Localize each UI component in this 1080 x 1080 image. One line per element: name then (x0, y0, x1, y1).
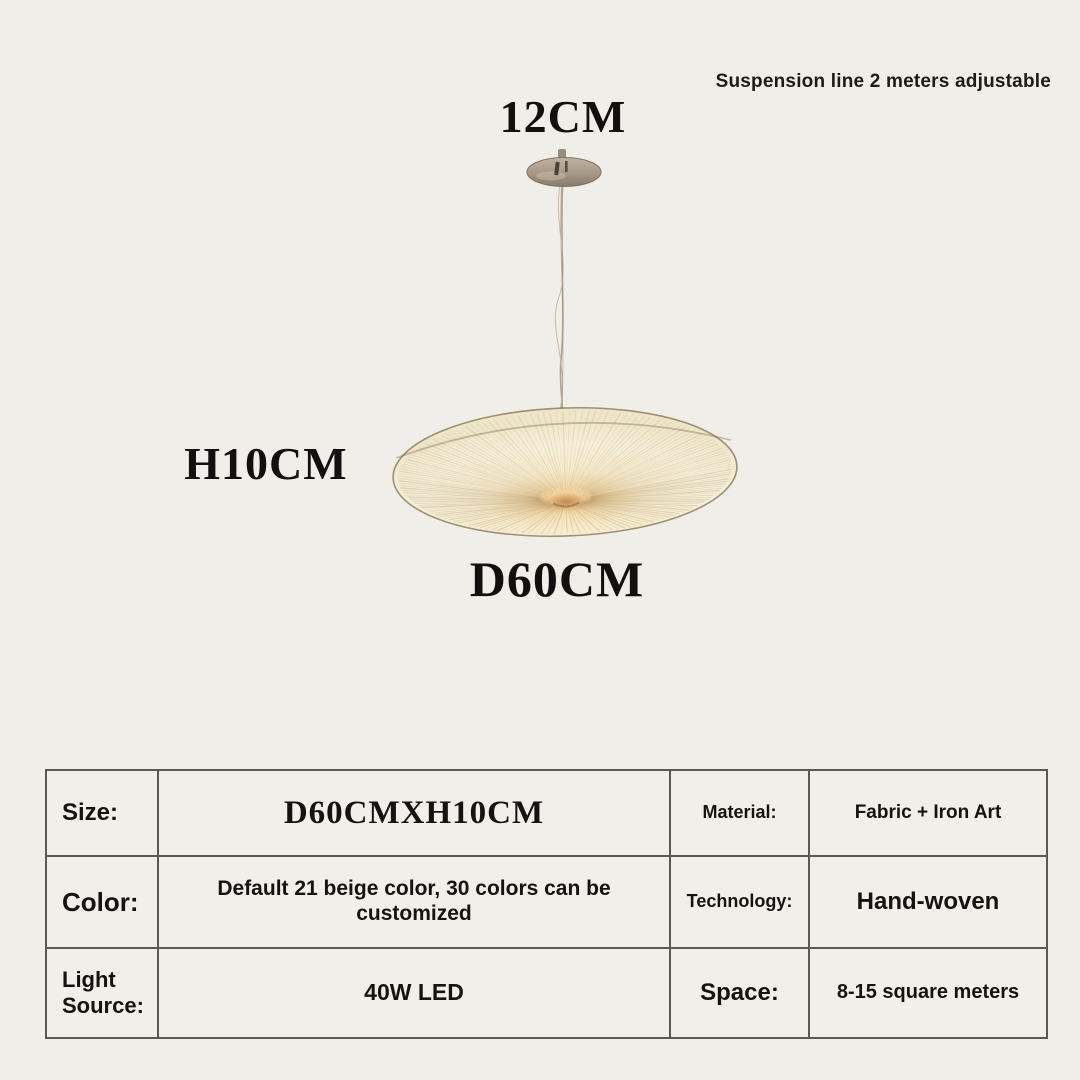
spec-value-space: 8-15 square meters (836, 981, 1020, 1004)
spec-value-material: Fabric + Iron Art (810, 771, 1046, 857)
spec-label-technology: Technology: (671, 857, 810, 949)
spec-value-size: D60CMXH10CM (159, 771, 671, 857)
spec-table (45, 769, 1048, 1039)
spec-value-color: Default 21 beige color, 30 colors can be customized (159, 857, 671, 949)
spec-label-light-source: Light Source: (47, 949, 159, 1037)
dimension-label-shade-height: H10CM (184, 438, 348, 489)
suspension-cord (555, 184, 563, 412)
spec-value-light-source: 40W LED (159, 949, 671, 1037)
spec-label-material: Material: (671, 771, 810, 857)
spec-label-space: Space: (671, 949, 810, 1037)
ceiling-canopy (527, 149, 601, 187)
spec-label-color: Color: (47, 857, 159, 949)
spec-label-size: Size: (47, 771, 159, 857)
spec-value-technology: Hand-woven (810, 857, 1046, 949)
suspension-note: Suspension line 2 meters adjustable (715, 71, 1051, 92)
fabric-shade (391, 402, 739, 542)
dimension-label-canopy-diameter: 12CM (499, 91, 627, 142)
dimension-label-shade-diameter: D60CM (469, 551, 645, 607)
